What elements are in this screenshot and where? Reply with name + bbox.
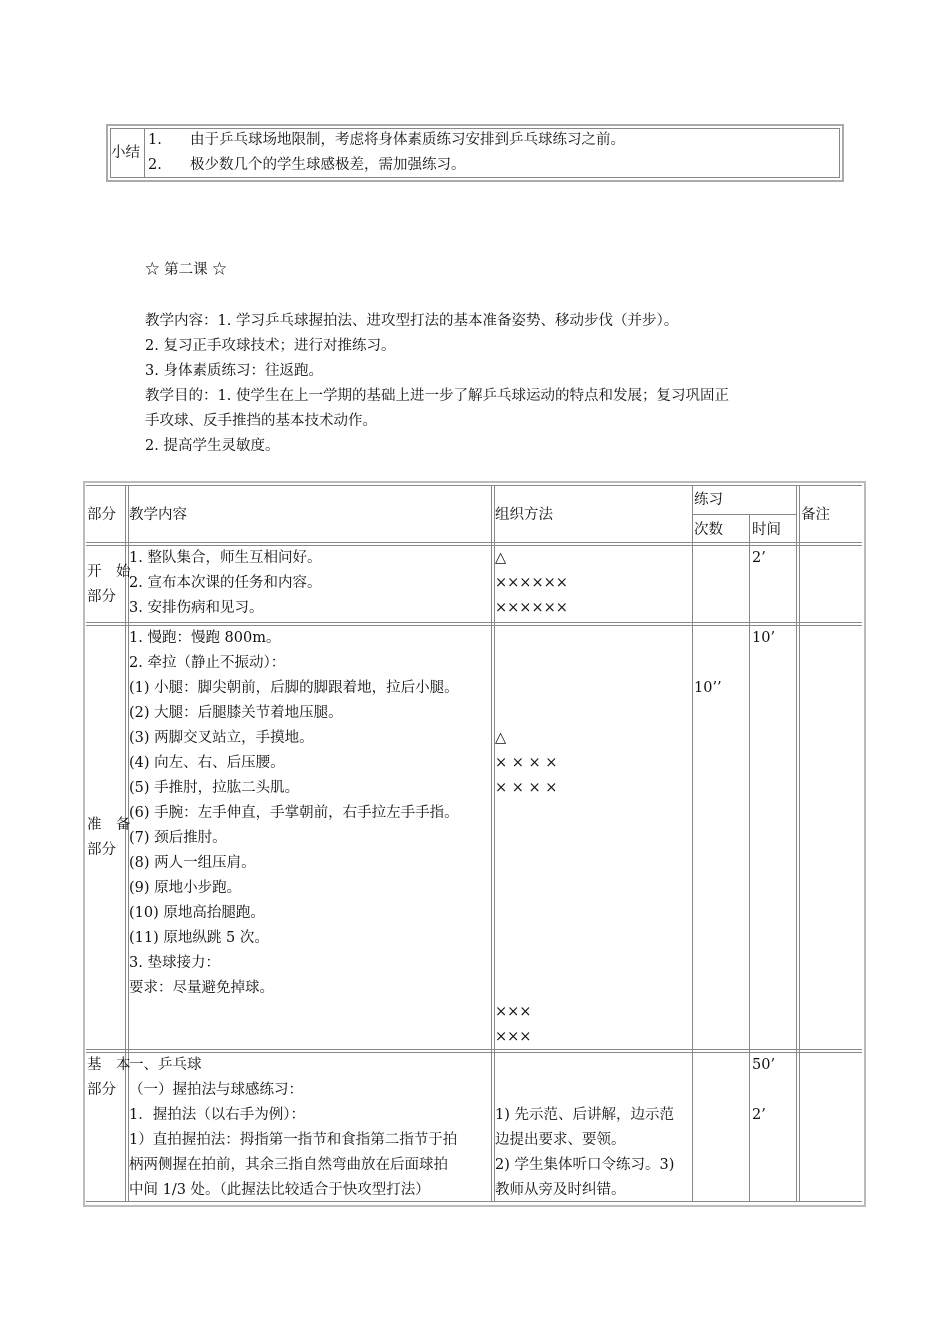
intro-line-5: 手攻球、反手推挡的基本技术动作。 — [145, 413, 377, 429]
header-content: 教学内容 — [129, 507, 187, 523]
header-part: 部分 — [87, 507, 116, 523]
prep-content-3: (1) 小腿：脚尖朝前，后脚的脚跟着地，拉后小腿。 — [129, 680, 459, 696]
basic-content-5: 柄两侧握在拍前，其余三指自然弯曲放在后面球拍 — [129, 1157, 448, 1173]
basic-content-1: 一、乒乓球 — [129, 1057, 202, 1073]
prep-content-2: 2. 牵拉（静止不振动）： — [129, 655, 286, 671]
start-content-1: 1. 整队集合，师生互相问好。 — [129, 550, 322, 566]
start-content-3: 3. 安排伤病和见习。 — [129, 600, 264, 616]
intro-line-4: 教学目的：1. 使学生在上一学期的基础上进一步了解乒乓球运动的特点和发展；复习巩固正 — [145, 388, 729, 404]
intro-line-6: 2. 提高学生灵敏度。 — [145, 438, 280, 454]
summary-item-1-num: 1. — [148, 132, 162, 148]
prep-part-line2: 部分 — [87, 842, 116, 858]
basic-content-3: 1．握拍法（以右手为例）： — [129, 1107, 305, 1123]
prep-content-4: (2) 大腿：后腿膝关节着地压腿。 — [129, 705, 343, 721]
basic-method-4: 教师从旁及时纠错。 — [495, 1182, 626, 1198]
prep-content-8: (6) 手腕：左手伸直，手掌朝前，右手拉左手手指。 — [129, 805, 459, 821]
start-method-3: ×××××× — [495, 600, 568, 616]
prep-time: 10’ — [752, 630, 776, 646]
basic-content-2: （一）握拍法与球感练习： — [129, 1082, 303, 1098]
start-method-1: △ — [495, 550, 507, 566]
basic-method-2: 边提出要求、要领。 — [495, 1132, 626, 1148]
prep-content-5: (3) 两脚交叉站立，手摸地。 — [129, 730, 314, 746]
header-note: 备注 — [801, 507, 830, 523]
summary-item-2-text: 极少数几个的学生球感极差，需加强练习。 — [190, 157, 466, 173]
prep-content-1: 1. 慢跑：慢跑 800m。 — [129, 630, 281, 646]
start-part-line1: 开 始 — [87, 564, 131, 580]
basic-part-line2: 部分 — [87, 1082, 116, 1098]
prep-count: 10’’ — [694, 680, 722, 696]
intro-line-1: 教学内容：1. 学习乒乓球握拍法、进攻型打法的基本准备姿势、移动步伐（并步）。 — [145, 313, 679, 329]
prep-method-4: ××× — [495, 1004, 532, 1020]
summary-divider — [144, 128, 145, 178]
prep-content-7: (5) 手推肘，拉肱二头肌。 — [129, 780, 300, 796]
header-practice: 练习 — [694, 492, 723, 508]
prep-method-1: △ — [495, 730, 507, 746]
basic-part-line1: 基 本 — [87, 1057, 131, 1073]
prep-content-9: (7) 颈后推肘。 — [129, 830, 227, 846]
summary-label: 小结 — [111, 145, 140, 161]
basic-content-6: 中间 1/3 处。（此握法比较适合于快攻型打法） — [129, 1182, 430, 1198]
prep-content-14: 3. 垫球接力： — [129, 955, 220, 971]
prep-content-6: (4) 向左、右、后压腰。 — [129, 755, 285, 771]
prep-content-15: 要求：尽量避免掉球。 — [129, 980, 274, 996]
prep-part-line1: 准 备 — [87, 817, 131, 833]
basic-content-4: 1）直拍握拍法：拇指第一指节和食指第二指节于拍 — [129, 1132, 458, 1148]
start-part-line2: 部分 — [87, 589, 116, 605]
lesson-title: ☆ 第二课 ☆ — [145, 262, 227, 278]
start-method-2: ×××××× — [495, 575, 568, 591]
basic-method-3: 2) 学生集体听口令练习。3) — [495, 1157, 675, 1173]
start-time: 2’ — [752, 550, 766, 566]
basic-method-1: 1) 先示范、后讲解，边示范 — [495, 1107, 674, 1123]
header-method: 组织方法 — [495, 507, 553, 523]
intro-line-2: 2. 复习正手攻球技术；进行对推练习。 — [145, 338, 396, 354]
intro-line-3: 3. 身体素质练习：往返跑。 — [145, 363, 323, 379]
prep-content-13: (11) 原地纵跳 5 次。 — [129, 930, 269, 946]
summary-item-2-num: 2. — [148, 157, 162, 173]
start-content-2: 2. 宣布本次课的任务和内容。 — [129, 575, 322, 591]
basic-time-sub: 2’ — [752, 1107, 766, 1123]
header-count: 次数 — [694, 522, 723, 538]
prep-content-10: (8) 两人一组压肩。 — [129, 855, 256, 871]
prep-method-3: × × × × — [495, 780, 558, 796]
prep-content-12: (10) 原地高抬腿跑。 — [129, 905, 265, 921]
summary-item-1-text: 由于乒乓球场地限制，考虑将身体素质练习安排到乒乓球练习之前。 — [190, 132, 625, 148]
header-time: 时间 — [752, 522, 781, 538]
prep-content-11: (9) 原地小步跑。 — [129, 880, 242, 896]
basic-time-total: 50’ — [752, 1057, 776, 1073]
prep-method-5: ××× — [495, 1029, 532, 1045]
prep-method-2: × × × × — [495, 755, 558, 771]
